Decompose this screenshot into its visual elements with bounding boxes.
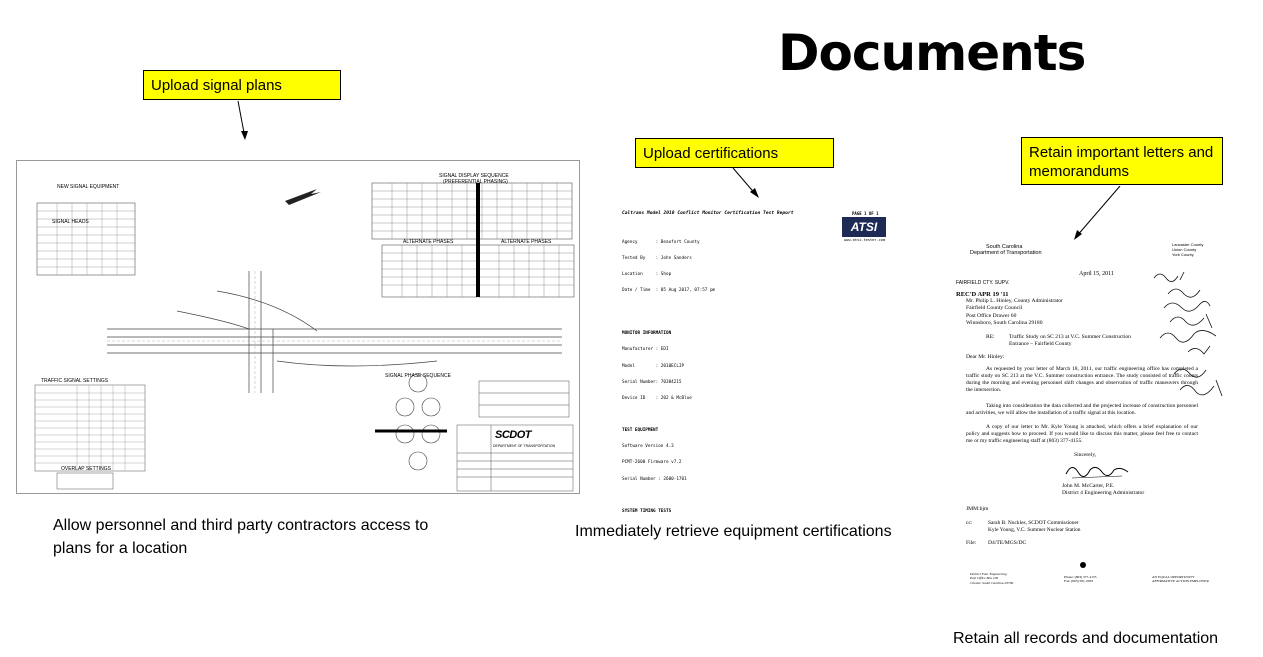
atsi-url: www.atsi-tester.com xyxy=(844,238,886,242)
cc-label: cc: xyxy=(966,520,973,526)
letter-re-label: RE: xyxy=(986,334,995,340)
arrow-letters xyxy=(1076,186,1120,237)
footer-line: AN EQUAL OPPORTUNITY xyxy=(1152,575,1195,579)
letter-footer-left xyxy=(970,572,1013,585)
handwritten-annotation xyxy=(1150,268,1226,408)
recipient-line: Mr. Philip L. Hinley, County Administrator xyxy=(966,298,1063,304)
letter-agency-line2: Department of Transportation xyxy=(970,250,1042,256)
letter-recipient xyxy=(966,298,1063,328)
cert-header-lines xyxy=(622,229,836,305)
cert-section-equipment: TEST EQUIPMENT xyxy=(622,428,659,434)
file-label: File: xyxy=(966,540,977,546)
caption-certifications: Immediately retrieve equipment certifications xyxy=(575,523,892,540)
letter-paragraph-3: A copy of our letter to Mr. Kyle Young is attached, which offers a brief explanation of our policy and suggests how to proceed. If you would like to discuss this matter, please feel free to contact me or my traffic engineering staff at (803) 377-4155. xyxy=(966,424,1198,444)
letter-footer-right xyxy=(1152,575,1209,584)
letter-paragraph-2: Taking into consideration the data collected and the projected increase of construction personnel and activities, we will allow the installation of a traffic signal at this location. xyxy=(966,403,1198,416)
letter-footer-mid xyxy=(1064,575,1096,584)
cert-line: PCMT-2600 Firmware v7.2 xyxy=(622,460,682,466)
label-new-equipment: NEW SIGNAL EQUIPMENT xyxy=(57,184,120,190)
caption-records: Retain all records and documentation xyxy=(953,630,1219,647)
label-signal-heads: SIGNAL HEADS xyxy=(52,219,89,225)
recipient-line: Post Office Drawer 60 xyxy=(966,312,1017,319)
recipient-line: Fairfield County Council xyxy=(966,305,1023,312)
signer-title: District 4 Engineering Administrator xyxy=(1062,490,1145,496)
atsi-logo xyxy=(842,217,886,237)
signal-plan-sheet xyxy=(16,160,580,494)
scdot-letter xyxy=(952,240,1232,595)
atsi-logo-text: ATSI xyxy=(850,220,878,234)
cert-report-title: Caltrans Model 2010 Conflict Monitor Certification Test Report xyxy=(622,211,794,216)
callout-retain-letters: Retain important letters and memorandums xyxy=(1021,137,1223,185)
cert-line: Serial Number: 70384215 xyxy=(622,379,682,385)
caption-plans: Allow personnel and third party contractors access to plans for a location xyxy=(53,517,429,557)
cert-line: Serial Number : 2600-1701 xyxy=(622,476,687,482)
footer-line: Phone: (803) 377-4155 xyxy=(1064,575,1097,579)
footer-line: District Four Engineering xyxy=(970,572,1007,576)
cert-body xyxy=(622,218,836,515)
cc-line: Kyle Young, V.C. Summer Nuclear Station xyxy=(988,527,1081,533)
cert-header-line: Date / Time : 05 Aug 2017, 07:57 pm xyxy=(622,288,716,294)
cert-header-line: Location : Shop xyxy=(622,272,672,278)
cert-line: Manufacturer : EDI xyxy=(622,347,669,353)
label-display-sequence: SIGNAL DISPLAY SEQUENCE xyxy=(439,173,509,179)
label-alternate-phases-2: ALTERNATE PHASES xyxy=(501,239,552,245)
label-preferential: (PREFERENTIAL PHASING) xyxy=(443,179,508,185)
letter-salutation: Dear Mr. Hinley: xyxy=(966,354,1005,360)
callout-upload-certifications: Upload certifications xyxy=(635,138,834,168)
cert-header-line: Agency : Beaufort County xyxy=(622,239,700,245)
cert-line: Device ID : 202 & McBlue xyxy=(622,396,692,401)
label-alternate-phases-1: ALTERNATE PHASES xyxy=(403,239,454,245)
letter-paragraph-1: As requested by your letter of March 18, 2011, our traffic engineering office has completed a traffic study on SC 213 at the V.C. Summer construction entrance. The study consisted of traffic counts during the morning and evening personnel shift changes and observation of traffic maneuvers through the intersection. xyxy=(966,366,1198,393)
received-stamp: FAIRFIELD CTY. SUPV. xyxy=(956,280,1010,286)
footer-line: AFFIRMATIVE ACTION EMPLOYER xyxy=(1152,579,1209,584)
letter-agency-line1: South Carolina xyxy=(986,244,1023,250)
label-dept: DEPARTMENT OF TRANSPORTATION xyxy=(493,444,556,448)
cert-line: Software Version 4.3 xyxy=(622,444,674,450)
letter-counties xyxy=(1172,242,1203,257)
cert-line: Model : 2010ECLIP xyxy=(622,363,685,369)
label-phase-sequence: SIGNAL PHASE SEQUENCE xyxy=(385,373,451,379)
letter-initials: JMM:bjm xyxy=(966,506,989,512)
callout-upload-signal-plans: Upload signal plans xyxy=(143,70,341,100)
label-traffic-settings: TRAFFIC SIGNAL SETTINGS xyxy=(41,378,109,384)
cert-header-line: Tested By : John Sanders xyxy=(622,255,692,261)
footer-line: Post Office Box 100 xyxy=(970,576,999,581)
file-value: D4/TE/MGS/DC xyxy=(988,540,1027,546)
recipient-line: Winnsboro, South Carolina 29180 xyxy=(966,320,1043,327)
letter-closing: Sincerely, xyxy=(1074,452,1097,458)
page-title: Documents xyxy=(778,24,1086,82)
cc-list xyxy=(988,520,1081,534)
county-name: Lancaster County xyxy=(1172,242,1204,247)
letter-re-text: Traffic Study on SC 213 at V.C. Summer Construction Entrance – Fairfield County xyxy=(1009,334,1131,347)
cert-page-label: PAGE 1 OF 1 xyxy=(852,211,879,216)
signer-name: John M. McCarter, P.E. xyxy=(1062,483,1115,489)
letter-date: April 15, 2011 xyxy=(1079,271,1114,277)
cc-line: Sarah B. Nuckles, SCDOT Commissioner xyxy=(988,520,1079,526)
footer-line: Fax: (803) 581-2059 xyxy=(1064,579,1093,584)
cert-section-monitor: MONITOR INFORMATION xyxy=(622,331,672,337)
label-overlap: OVERLAP SETTINGS xyxy=(61,466,111,472)
county-name: York County xyxy=(1172,252,1194,257)
footer-seal-icon xyxy=(1080,562,1086,568)
received-date-stamp: REC'D APR 19 '11 xyxy=(956,291,1009,298)
signature-graphic xyxy=(1062,460,1132,482)
cert-section-timing: SYSTEM TIMING TESTS xyxy=(622,508,672,514)
scdot-logo: SCDOT xyxy=(495,429,531,441)
certification-report xyxy=(616,205,886,515)
footer-line: Chester, South Carolina 29706 xyxy=(970,580,1014,585)
county-name: Union County xyxy=(1172,247,1197,252)
